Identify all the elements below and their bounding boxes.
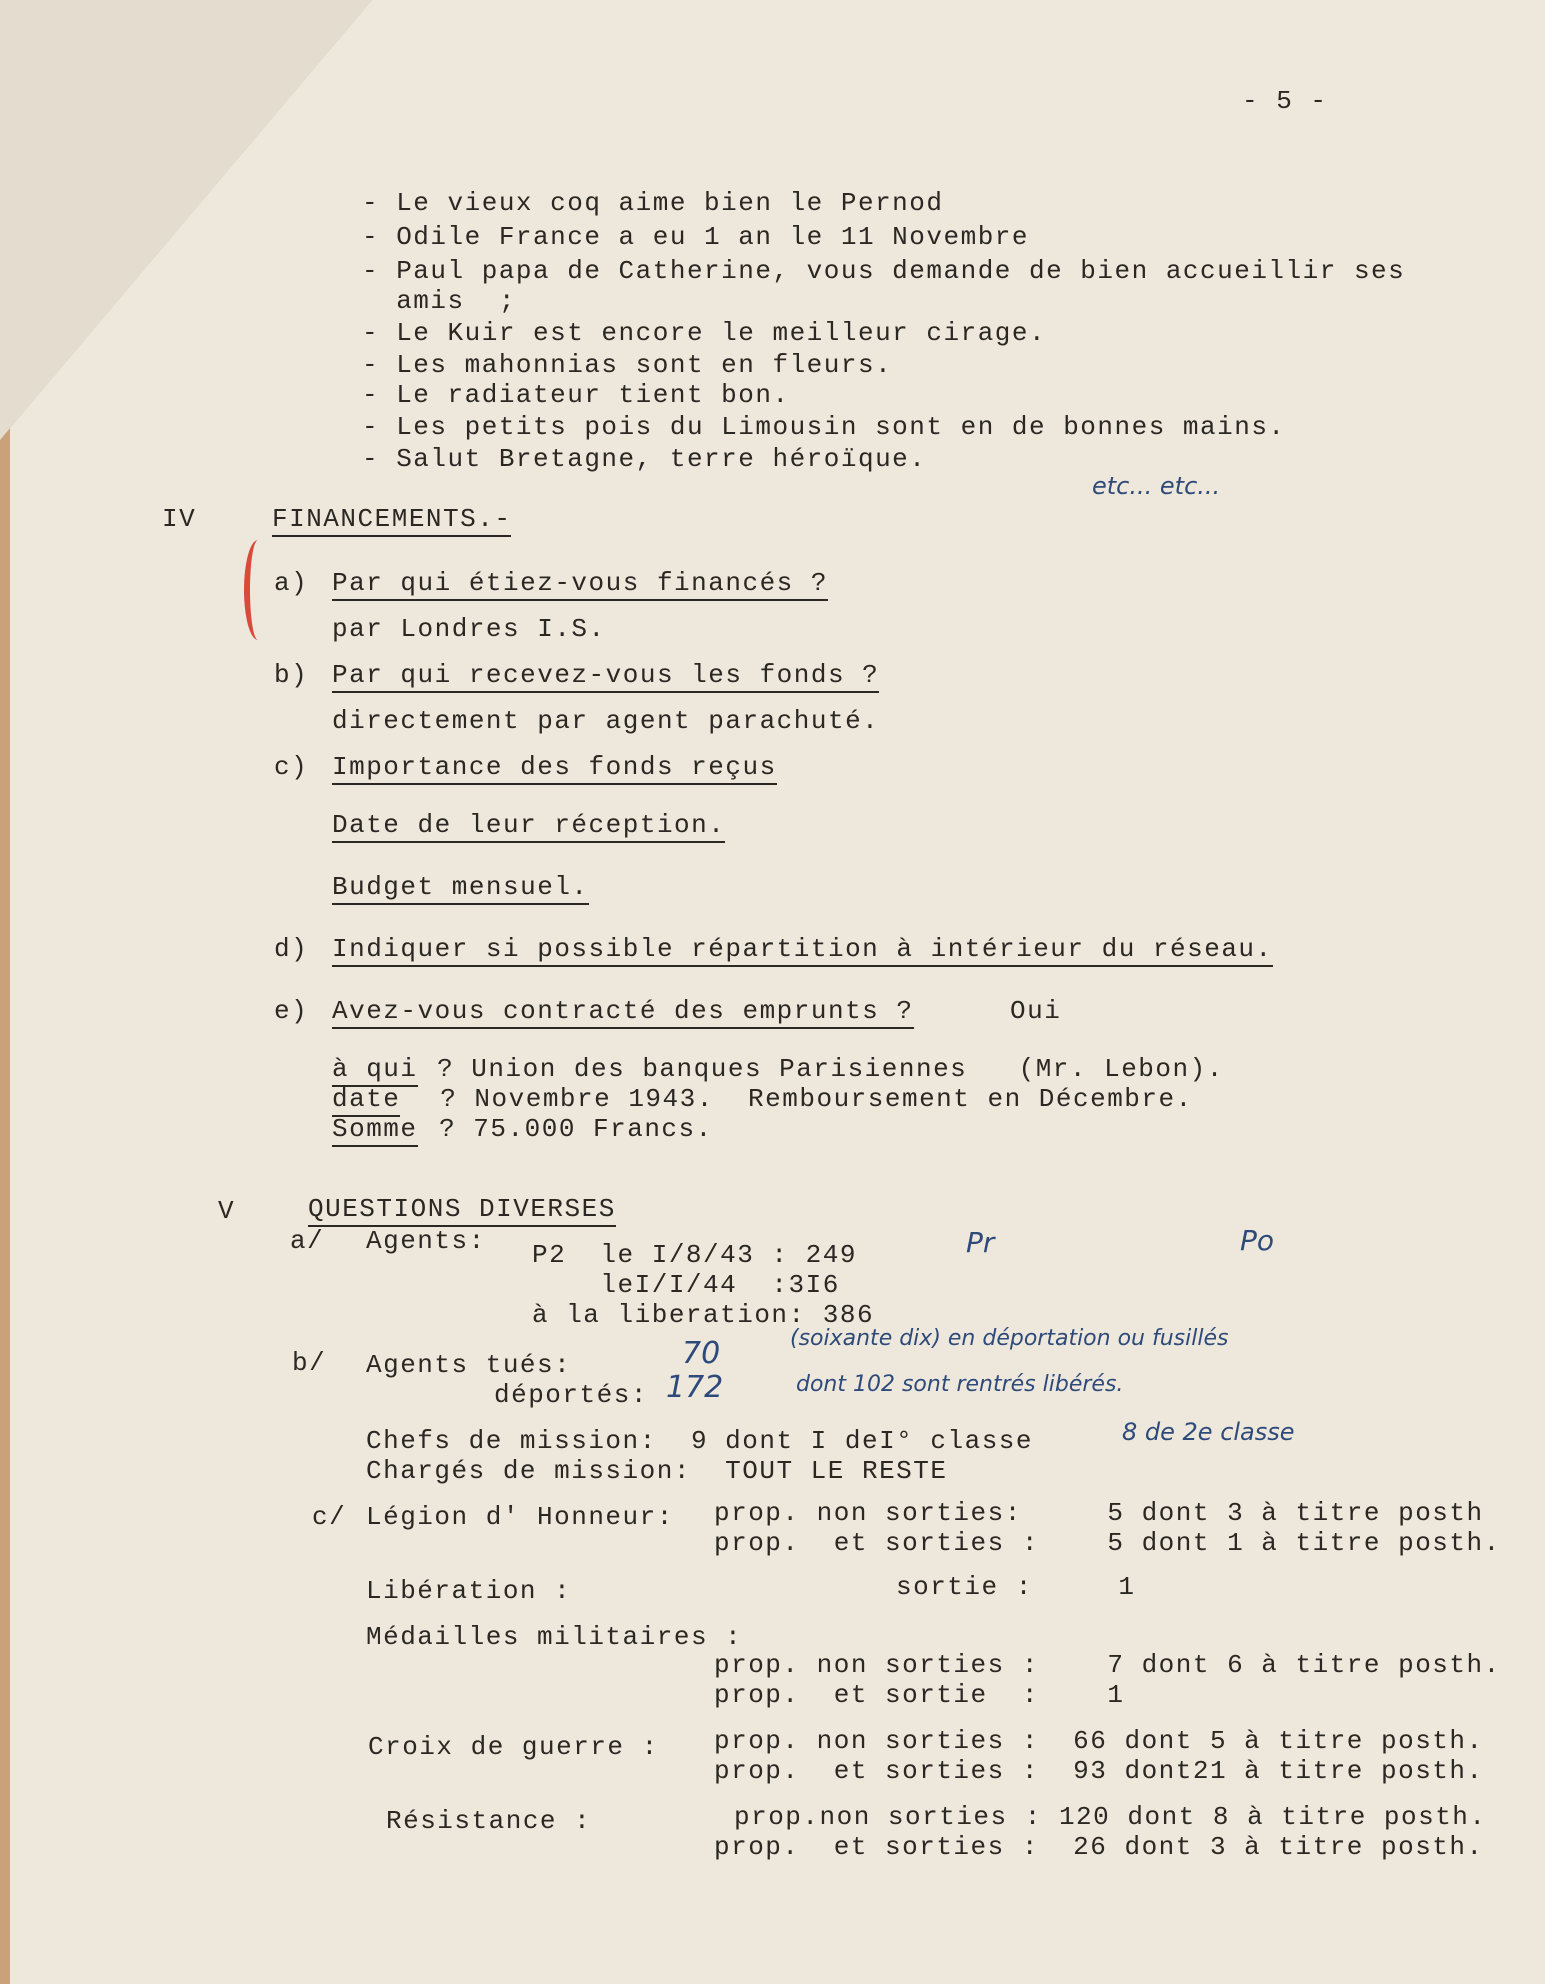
legion-honneur-label: Légion d' Honneur: (366, 1502, 674, 1532)
resistance-line: prop. et sorties : 26 dont 3 à titre posth. (714, 1832, 1484, 1862)
item-e-question: Avez-vous contracté des emprunts ? (332, 996, 914, 1029)
mission-officers: Chargés de mission: TOUT LE RESTE (366, 1456, 948, 1486)
item-a-label: a) (274, 568, 309, 598)
bullet-line: - Le vieux coq aime bien le Pernod (362, 188, 944, 218)
handwritten-killed-note: (soixante dix) en déportation ou fusillés (790, 1326, 1229, 1351)
handwritten-pr: Pr (966, 1226, 995, 1259)
legion-line: prop. et sorties : 5 dont 1 à titre posth. (714, 1528, 1501, 1558)
page-number: - 5 - (1242, 86, 1328, 116)
item-a-question: Par qui étiez-vous financés ? (332, 568, 828, 601)
red-pencil-mark (244, 540, 272, 640)
resistance-line: prop.non sorties : 120 dont 8 à titre posth. (734, 1802, 1487, 1832)
handwritten-second-class: 8 de 2e classe (1122, 1418, 1295, 1446)
item-b-question: Par qui recevez-vous les fonds ? (332, 660, 879, 693)
croix-line: prop. non sorties : 66 dont 5 à titre posth. (714, 1726, 1484, 1756)
section-v-title: QUESTIONS DIVERSES (308, 1194, 616, 1227)
agents-label: Agents: (366, 1226, 486, 1256)
loan-date-value: ? Novembre 1943. Remboursement en Décembre. (406, 1084, 1193, 1114)
mission-chiefs: Chefs de mission: 9 dont I deI° classe (366, 1426, 1033, 1456)
section-iv-title: FINANCEMENTS.- (272, 504, 511, 537)
medailles-line: prop. et sortie : 1 (714, 1680, 1125, 1710)
handwritten-po: Po (1240, 1224, 1275, 1257)
section-iv-numeral: IV (162, 504, 197, 534)
loan-to-whom-label: à qui (332, 1054, 418, 1087)
bullet-line: - Le Kuir est encore le meilleur cirage. (362, 318, 1047, 348)
item-c-budget: Budget mensuel. (332, 872, 589, 905)
section-v-numeral: V (218, 1196, 236, 1226)
bullet-line: - Les mahonnias sont en fleurs. (362, 350, 893, 380)
item-c-question: Importance des fonds reçus (332, 752, 777, 785)
item-a-answer: par Londres I.S. (332, 614, 606, 644)
item-b-label: b) (274, 660, 309, 690)
bullet-line: amis ; (362, 286, 516, 316)
deported-label: déportés: (494, 1380, 648, 1410)
item-a-label-v: a/ (290, 1226, 325, 1256)
bullet-line: - Paul papa de Catherine, vous demande de bien accueillir ses (362, 256, 1406, 286)
medailles-label: Médailles militaires : (366, 1622, 743, 1652)
resistance-label: Résistance : (386, 1806, 592, 1836)
handwritten-deported-count: 172 (666, 1370, 724, 1405)
bullet-line: - Odile France a eu 1 an le 11 Novembre (362, 222, 1029, 252)
agents-line: P2 le I/8/43 : 249 (532, 1240, 857, 1270)
bullet-line: - Les petits pois du Limousin sont en de bonnes mains. (362, 412, 1286, 442)
bullet-line: - Le radiateur tient bon. (362, 380, 790, 410)
liberation-label: Libération : (366, 1576, 572, 1606)
loan-date-label: date (332, 1084, 400, 1117)
loan-to-whom-value: ? Union des banques Parisiennes (Mr. Lebon). (420, 1054, 1224, 1084)
agents-killed-label: Agents tués: (366, 1350, 572, 1380)
item-e-answer: Oui (1010, 996, 1062, 1026)
agents-line: leI/I/44 :3I6 (532, 1270, 840, 1300)
handwritten-killed-count: 70 (682, 1336, 721, 1371)
item-b-answer: directement par agent parachuté. (332, 706, 880, 736)
loan-amount-label: Somme (332, 1114, 418, 1147)
item-b-label-v: b/ (292, 1348, 327, 1378)
croix-line: prop. et sorties : 93 dont21 à titre posth. (714, 1756, 1484, 1786)
item-d-question: Indiquer si possible répartition à intérieur du réseau. (332, 934, 1273, 967)
item-c-label: c) (274, 752, 309, 782)
item-d-label: d) (274, 934, 309, 964)
item-c-date: Date de leur réception. (332, 810, 725, 843)
handwritten-deported-note: dont 102 sont rentrés libérés. (796, 1372, 1124, 1397)
bullet-line: - Salut Bretagne, terre héroïque. (362, 444, 927, 474)
loan-amount-value: ? 75.000 Francs. (422, 1114, 713, 1144)
liberation-line: sortie : 1 (896, 1572, 1136, 1602)
croix-label: Croix de guerre : (368, 1732, 659, 1762)
item-c-label-v: c/ (312, 1502, 347, 1532)
legion-line: prop. non sorties: 5 dont 3 à titre posth (714, 1498, 1484, 1528)
medailles-line: prop. non sorties : 7 dont 6 à titre posth. (714, 1650, 1501, 1680)
agents-line: à la liberation: 386 (532, 1300, 875, 1330)
handwritten-note-etc: etc... etc... (1092, 472, 1221, 500)
item-e-label: e) (274, 996, 309, 1026)
